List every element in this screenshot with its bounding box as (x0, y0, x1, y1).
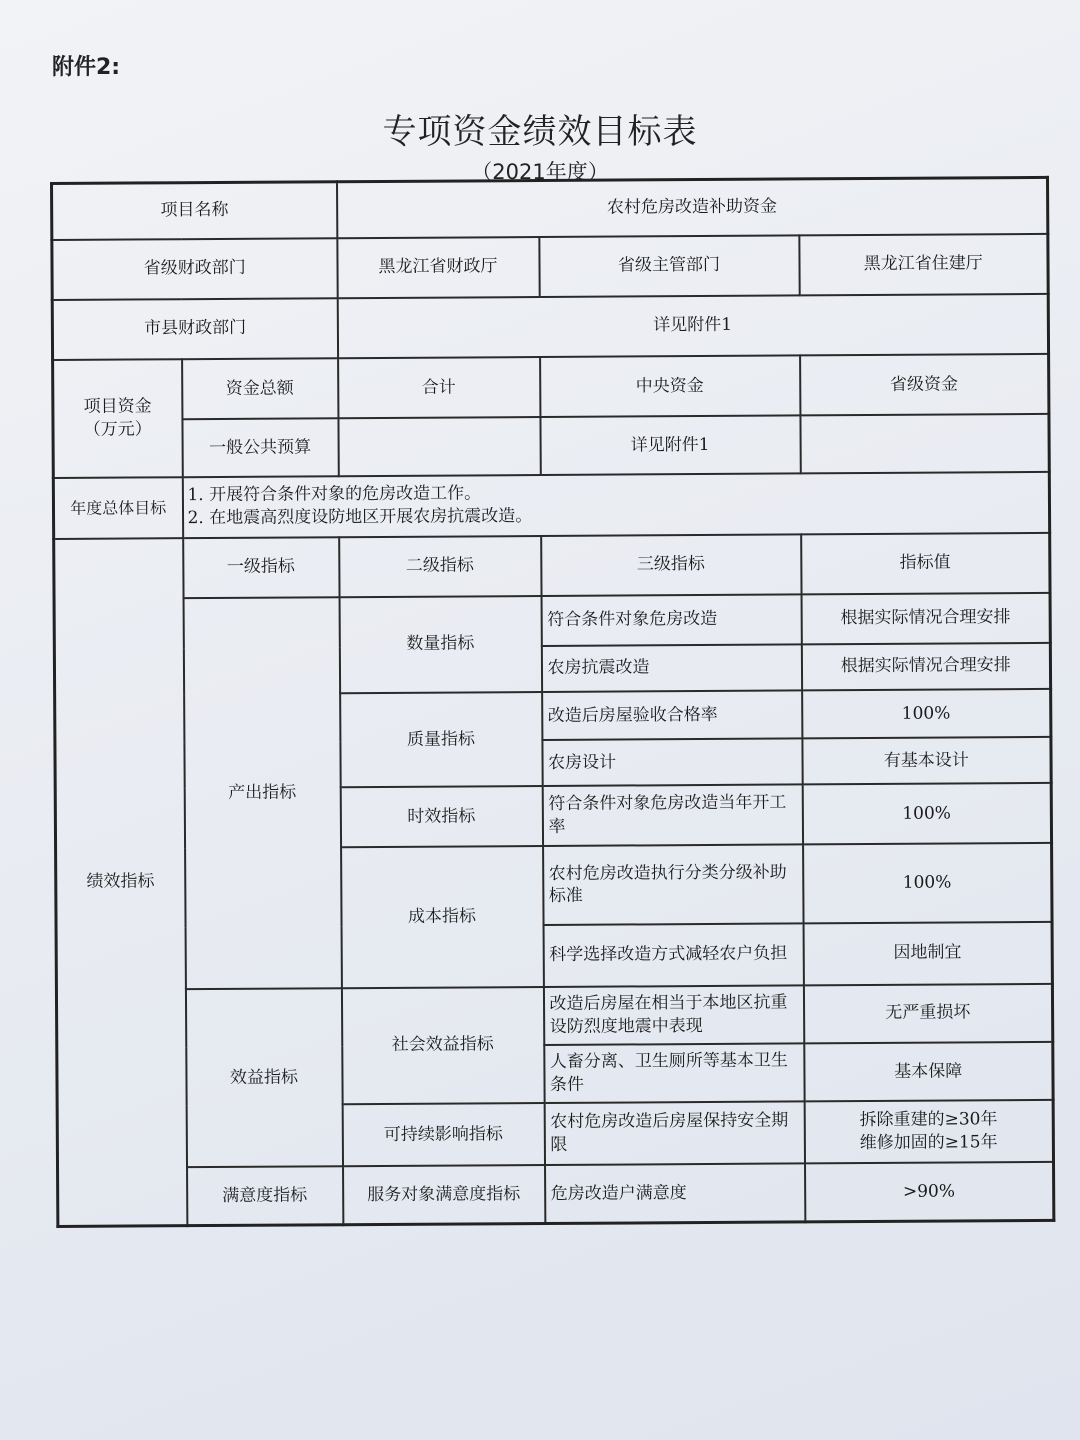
annual-goal-label: 年度总体目标 (53, 478, 182, 539)
level2-service: 服务对象满意度指标 (343, 1165, 545, 1224)
budget-central-value: 详见附件1 (540, 416, 800, 476)
indicator-item: 改造后房屋在相当于本地区抗重设防烈度地震中表现 (543, 985, 803, 1045)
prov-finance-label: 省级财政部门 (52, 238, 337, 300)
indicator-value: >90% (805, 1162, 1054, 1222)
budget-sum-value (338, 417, 540, 476)
indicator-value: 100% (803, 843, 1053, 923)
indicator-item: 改造后房屋验收合格率 (542, 690, 802, 740)
indicator-value: 无严重损坏 (803, 984, 1052, 1044)
page-title: 专项资金绩效目标表 (382, 112, 698, 152)
indicator-item: 农房设计 (542, 738, 802, 786)
level1-benefit: 效益指标 (185, 988, 342, 1167)
county-finance-value: 详见附件1 (337, 294, 1048, 359)
indicator-item: 农村危房改造执行分类分级补助标准 (543, 845, 803, 925)
indicator-value: 100% (802, 689, 1051, 739)
performance-indicators-label: 绩效指标 (54, 538, 187, 1227)
annual-goal-text (182, 472, 1049, 537)
budget-provincial-value (800, 414, 1049, 474)
attachment-label: 附件2: (52, 55, 121, 80)
header-value: 指标值 (801, 532, 1050, 594)
level2-social: 社会效益指标 (341, 987, 544, 1105)
project-name-value: 农村危房改造补助资金 (337, 177, 1048, 237)
indicator-value: 100% (802, 783, 1051, 845)
funds-provincial-label: 省级资金 (800, 354, 1049, 416)
county-finance-label: 市县财政部门 (52, 298, 337, 360)
level2-quality: 质量指标 (340, 692, 543, 787)
performance-target-table (50, 176, 1055, 1228)
level1-satisfaction: 满意度指标 (187, 1166, 343, 1225)
header-level1: 一级指标 (183, 537, 339, 598)
project-funds-label: 项目资金 （万元） (53, 359, 183, 478)
prov-dept-value: 黑龙江省住建厅 (799, 234, 1048, 296)
level2-quantity: 数量指标 (339, 596, 542, 693)
level2-timeliness: 时效指标 (340, 786, 542, 847)
level2-sustainable: 可持续影响指标 (342, 1103, 544, 1166)
indicator-item: 人畜分离、卫生厕所等基本卫生条件 (544, 1043, 804, 1103)
indicator-value: 拆除重建的≥30年 维修加固的≥15年 (804, 1100, 1053, 1164)
indicator-item: 科学选择改造方式减轻农户负担 (543, 923, 803, 987)
funds-total-label: 资金总额 (182, 358, 338, 419)
indicator-value: 根据实际情况合理安排 (801, 593, 1050, 645)
header-level3: 三级指标 (541, 534, 801, 596)
indicator-value: 根据实际情况合理安排 (801, 643, 1050, 691)
funds-sum-label: 合计 (338, 357, 540, 418)
indicator-item: 危房改造户满意度 (545, 1164, 805, 1224)
funds-central-label: 中央资金 (540, 355, 800, 417)
indicator-value: 有基本设计 (802, 737, 1051, 785)
indicator-value: 基本保障 (804, 1042, 1053, 1102)
page-subtitle-year: （2021年度） (471, 160, 609, 184)
level1-output: 产出指标 (183, 597, 341, 989)
indicator-item: 农房抗震改造 (541, 644, 801, 692)
annual-goal-line-1: 1. 开展符合条件对象的危房改造工作。 (187, 482, 482, 505)
indicator-item: 符合条件对象危房改造当年开工率 (542, 785, 802, 847)
header-level2: 二级指标 (339, 536, 541, 597)
indicator-value: 因地制宜 (803, 921, 1052, 985)
annual-goal-line-2: 2. 在地震高烈度设防地区开展农房抗震改造。 (187, 506, 533, 529)
prov-finance-value: 黑龙江省财政厅 (337, 237, 539, 298)
indicator-item: 农村危房改造后房屋保持安全期限 (544, 1101, 804, 1165)
budget-label: 一般公共预算 (182, 418, 338, 477)
indicator-item: 符合条件对象危房改造 (541, 594, 801, 646)
prov-dept-label: 省级主管部门 (539, 235, 799, 297)
level2-cost: 成本指标 (341, 846, 544, 988)
project-name-label: 项目名称 (52, 182, 337, 240)
